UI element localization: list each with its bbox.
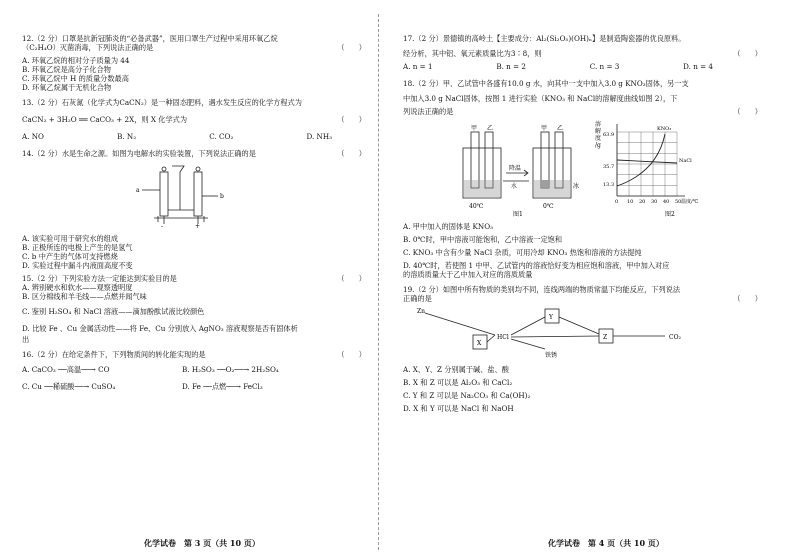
q13-answer-bracket: （ ） [337,115,366,124]
solubility-chart [603,124,699,205]
q15-option-d-cont: 出 [22,335,30,344]
fig1-caption: 图1 [513,211,523,218]
q16-option-b: B. H₂SO₃ ──O₂──→ 2H₂SO₄ [182,365,279,374]
q17-options [403,62,713,71]
q19-option-c: C. Y 和 Z 可以是 Na₂CO₃ 和 Ca(OH)₂ [403,391,531,400]
q14-option-d: D. 实验过程中漏斗内液面高度不变 [22,261,133,270]
q19-rust: 铁锈 [545,352,558,359]
y-tick-label: 63.9 [603,132,615,138]
q16-option-d: D. Fe ──点燃──→ FeCl₃ [182,382,263,391]
q15-option-d: D. 比较 Fe 、Cu 金属活动性——将 Fe、Cu 分别放入 AgNO₃ 溶液观察是否有固体析 [22,324,298,333]
q19-co2: CO₂ [669,334,681,341]
fig2-caption: 图2 [665,211,675,218]
q19-hcl: HCl [497,334,509,341]
q17-option-b: B. n = 2 [496,62,526,71]
q18-option-c: C. KNO₃ 中含有少量 NaCl 杂质，可用冷却 KNO₃ 热饱和溶液的方法提纯 [403,248,642,257]
question-14 [22,149,372,270]
question-16 [22,350,372,391]
q12-answer-bracket: （ ） [337,43,366,52]
footer-page-3: 化学试卷 第 3 页（共 10 页） [144,538,260,548]
right-column [403,34,768,415]
q17-option-c: C. n = 3 [589,62,620,71]
fig2-ylabel-2: 解 [595,128,602,135]
x-tick-label: 30 [651,199,658,205]
footer-page-4: 化学试卷 第 4 页（共 10 页） [548,538,664,548]
electrolysis-apparatus-figure [22,160,372,230]
q14-label-b: b [220,193,224,200]
q18-option-d: D. 40℃时，若使图 1 中甲、乙试管内的溶液恰好变为相应饱和溶液，甲中加入对应 [403,261,670,270]
x-tick-label: 40 [663,199,670,205]
question-12 [22,34,372,92]
q14-option-a: A. 该实验可用于研究水的组成 [22,234,119,243]
x-axis-label: 温度/℃ [681,199,699,205]
fig1-ice-label: 冰 [573,183,580,190]
q13-option-d: D. NH₃ [306,132,332,141]
q12-option-a: A. 环氧乙烷的相对分子质量为 44 [22,56,130,65]
q15-option-a: A. 辨别硬水和软水——观察透明度 [22,283,133,292]
q13-options [22,132,332,141]
fig1-jia-label: 甲 [471,125,478,132]
fig1-temp-0: 0℃ [543,203,554,210]
q18-stem-line3: 列说法正确的是 （ ） [403,107,762,116]
q15-stem: 15.（2 分）下列实验方法一定能达到实验目的是 （ ） [22,274,366,283]
x-tick-label: 10 [627,199,634,205]
q17-stem-line1: 17.（2 分）景德镇的高岭土【主要成分：Al₂(Si₂O₅)(OH)ₙ】是制造陶瓷器的优良原料。 [403,34,686,43]
q16-option-c: C. Cu ──稀硫酸──→ CuSO₄ [22,382,116,391]
fig1-yi2-label: 乙 [557,125,564,132]
question-13 [22,98,372,141]
q14-label-a: a [136,187,140,194]
q17-answer-bracket: （ ） [733,49,762,58]
q19-x: X [477,340,482,347]
q19-reaction-diagram [403,305,768,361]
x-tick-label: 50 [675,199,682,205]
q15-option-c: C. 鉴别 H₂SO₄ 和 NaCl 溶液——滴加酚酞试液比较颜色 [22,307,205,316]
column-divider [378,14,379,550]
nacl-curve [617,160,677,163]
fig2-ylabel-4: /g [595,142,601,149]
q13-option-a: A. NO [22,132,44,141]
y-tick-label: 13.3 [603,182,615,188]
q19-option-d: D. X 和 Y 可以是 NaCl 和 NaOH [403,404,514,413]
fig1-jia2-label: 甲 [541,125,548,132]
q12-option-d: D. 环氧乙烷属于无机化合物 [22,83,112,92]
question-15 [22,274,372,344]
fig1-cool-label: 降温 [509,165,522,172]
q19-y: Y [549,314,553,321]
y-tick-label: 35.7 [603,164,615,170]
question-18 [403,79,768,279]
fig1-yi-label: 乙 [487,125,494,132]
q13-option-b: B. N₂ [117,132,137,141]
q18-figures [403,118,768,218]
q13-option-c: C. CO₂ [209,132,234,141]
q16-options-row1 [22,365,372,374]
q18-option-b: B. 0℃时，甲中溶液可能饱和，乙中溶液一定饱和 [403,235,563,244]
q14-plus-sign: + [195,223,201,230]
x-tick-label: 0 [615,199,619,205]
q17-stem-line2: 经分析，其中铝、氧元素质量比为3∶8，则 （ ） [403,49,762,58]
fig1-water-label: 水 [511,183,518,190]
q18-stem-line2: 中加入3.0 g NaCl固体，按图 1 进行实验（KNO₃ 和 NaCl的溶解度曲线如图 2），下 [403,94,678,103]
fig2-ylabel-1: 溶 [595,121,602,128]
q14-option-c: C. b 中产生的气体可支持燃烧 [22,252,118,261]
question-17 [403,34,768,71]
q14-stem: 14.（2 分）水是生命之源。如图为电解水的实验装置，下列说法正确的是 （ ） [22,149,366,158]
q16-stem: 16.（2 分）在给定条件下，下列物质间的转化能实现的是 （ ） [22,350,366,359]
q19-zn: Zn [417,308,426,315]
q18-option-a: A. 甲中加入的固体是 KNO₃ [403,222,493,231]
q12-stem-line2: （C₂H₄O）灭菌消毒，下列说法正确的是 （ ） [22,43,366,52]
q15-answer-bracket: （ ） [337,274,366,283]
q15-option-b: B. 区分棉线和羊毛线——点燃并闻气味 [22,292,147,301]
q17-option-d: D. n = 4 [683,62,713,71]
q19-stem-line2: 正确的是 （ ） [403,294,762,303]
q16-answer-bracket: （ ） [337,350,366,359]
q12-option-b: B. 环氧乙烷是高分子化合物 [22,65,111,74]
q13-equation: CaCN₂ + 3H₂O ══ CaCO₃ + 2X，则 X 化学式为 （ ） [22,115,366,124]
q16-options-row2 [22,382,372,391]
q17-option-a: A. n = 1 [403,62,433,71]
question-19 [403,285,768,413]
q12-option-c: C. 环氧乙烷中 H 的质量分数最高 [22,74,129,83]
q19-option-a: A. X、Y、Z 分别属于碱、盐、酸 [403,365,509,374]
fig2-ylabel-3: 度 [595,135,602,142]
q13-stem: 13.（2 分）石灰氮（化学式为CaCN₂）是一种固态肥料，遇水发生反应的化学方程式为 [22,98,302,107]
q18-stem-line1: 18.（2 分）甲、乙试管中各盛有10.0 g 水，向其中一支中加入3.0 g KNO₃固体，另一支 [403,79,689,88]
q18-answer-bracket: （ ） [733,107,762,116]
q16-option-a: A. CaCO₃ ──高温──→ CO [22,365,110,374]
x-tick-label: 20 [639,199,646,205]
q19-option-b: B. X 和 Z 可以是 Al₂O₃ 和 CaCl₂ [403,378,513,387]
q14-answer-bracket: （ ） [337,149,366,158]
q14-option-b: B. 正极所连的电极上产生的是氢气 [22,243,133,252]
q12-stem-line1: 12.（2 分）口罩是抗新冠肺炎的“必备武器”，医用口罩生产过程中采用环氧乙烷 [22,34,278,43]
fig1-temp-40: 40℃ [469,203,484,210]
nacl-curve-label: NaCl [679,158,692,164]
q18-option-d-cont: 的溶质质量大于乙中加入对应的溶质质量 [403,270,533,279]
q14-minus-sign: - [161,223,164,230]
q19-stem-line1: 19.（2 分）如图中所有物质的类别均不同，连线两端的物质常温下均能反应，下列说法 [403,285,681,294]
q19-z: Z [603,334,608,341]
left-column [22,34,372,393]
q19-answer-bracket: （ ） [733,294,762,303]
kno3-curve-label: KNO₃ [657,126,672,132]
